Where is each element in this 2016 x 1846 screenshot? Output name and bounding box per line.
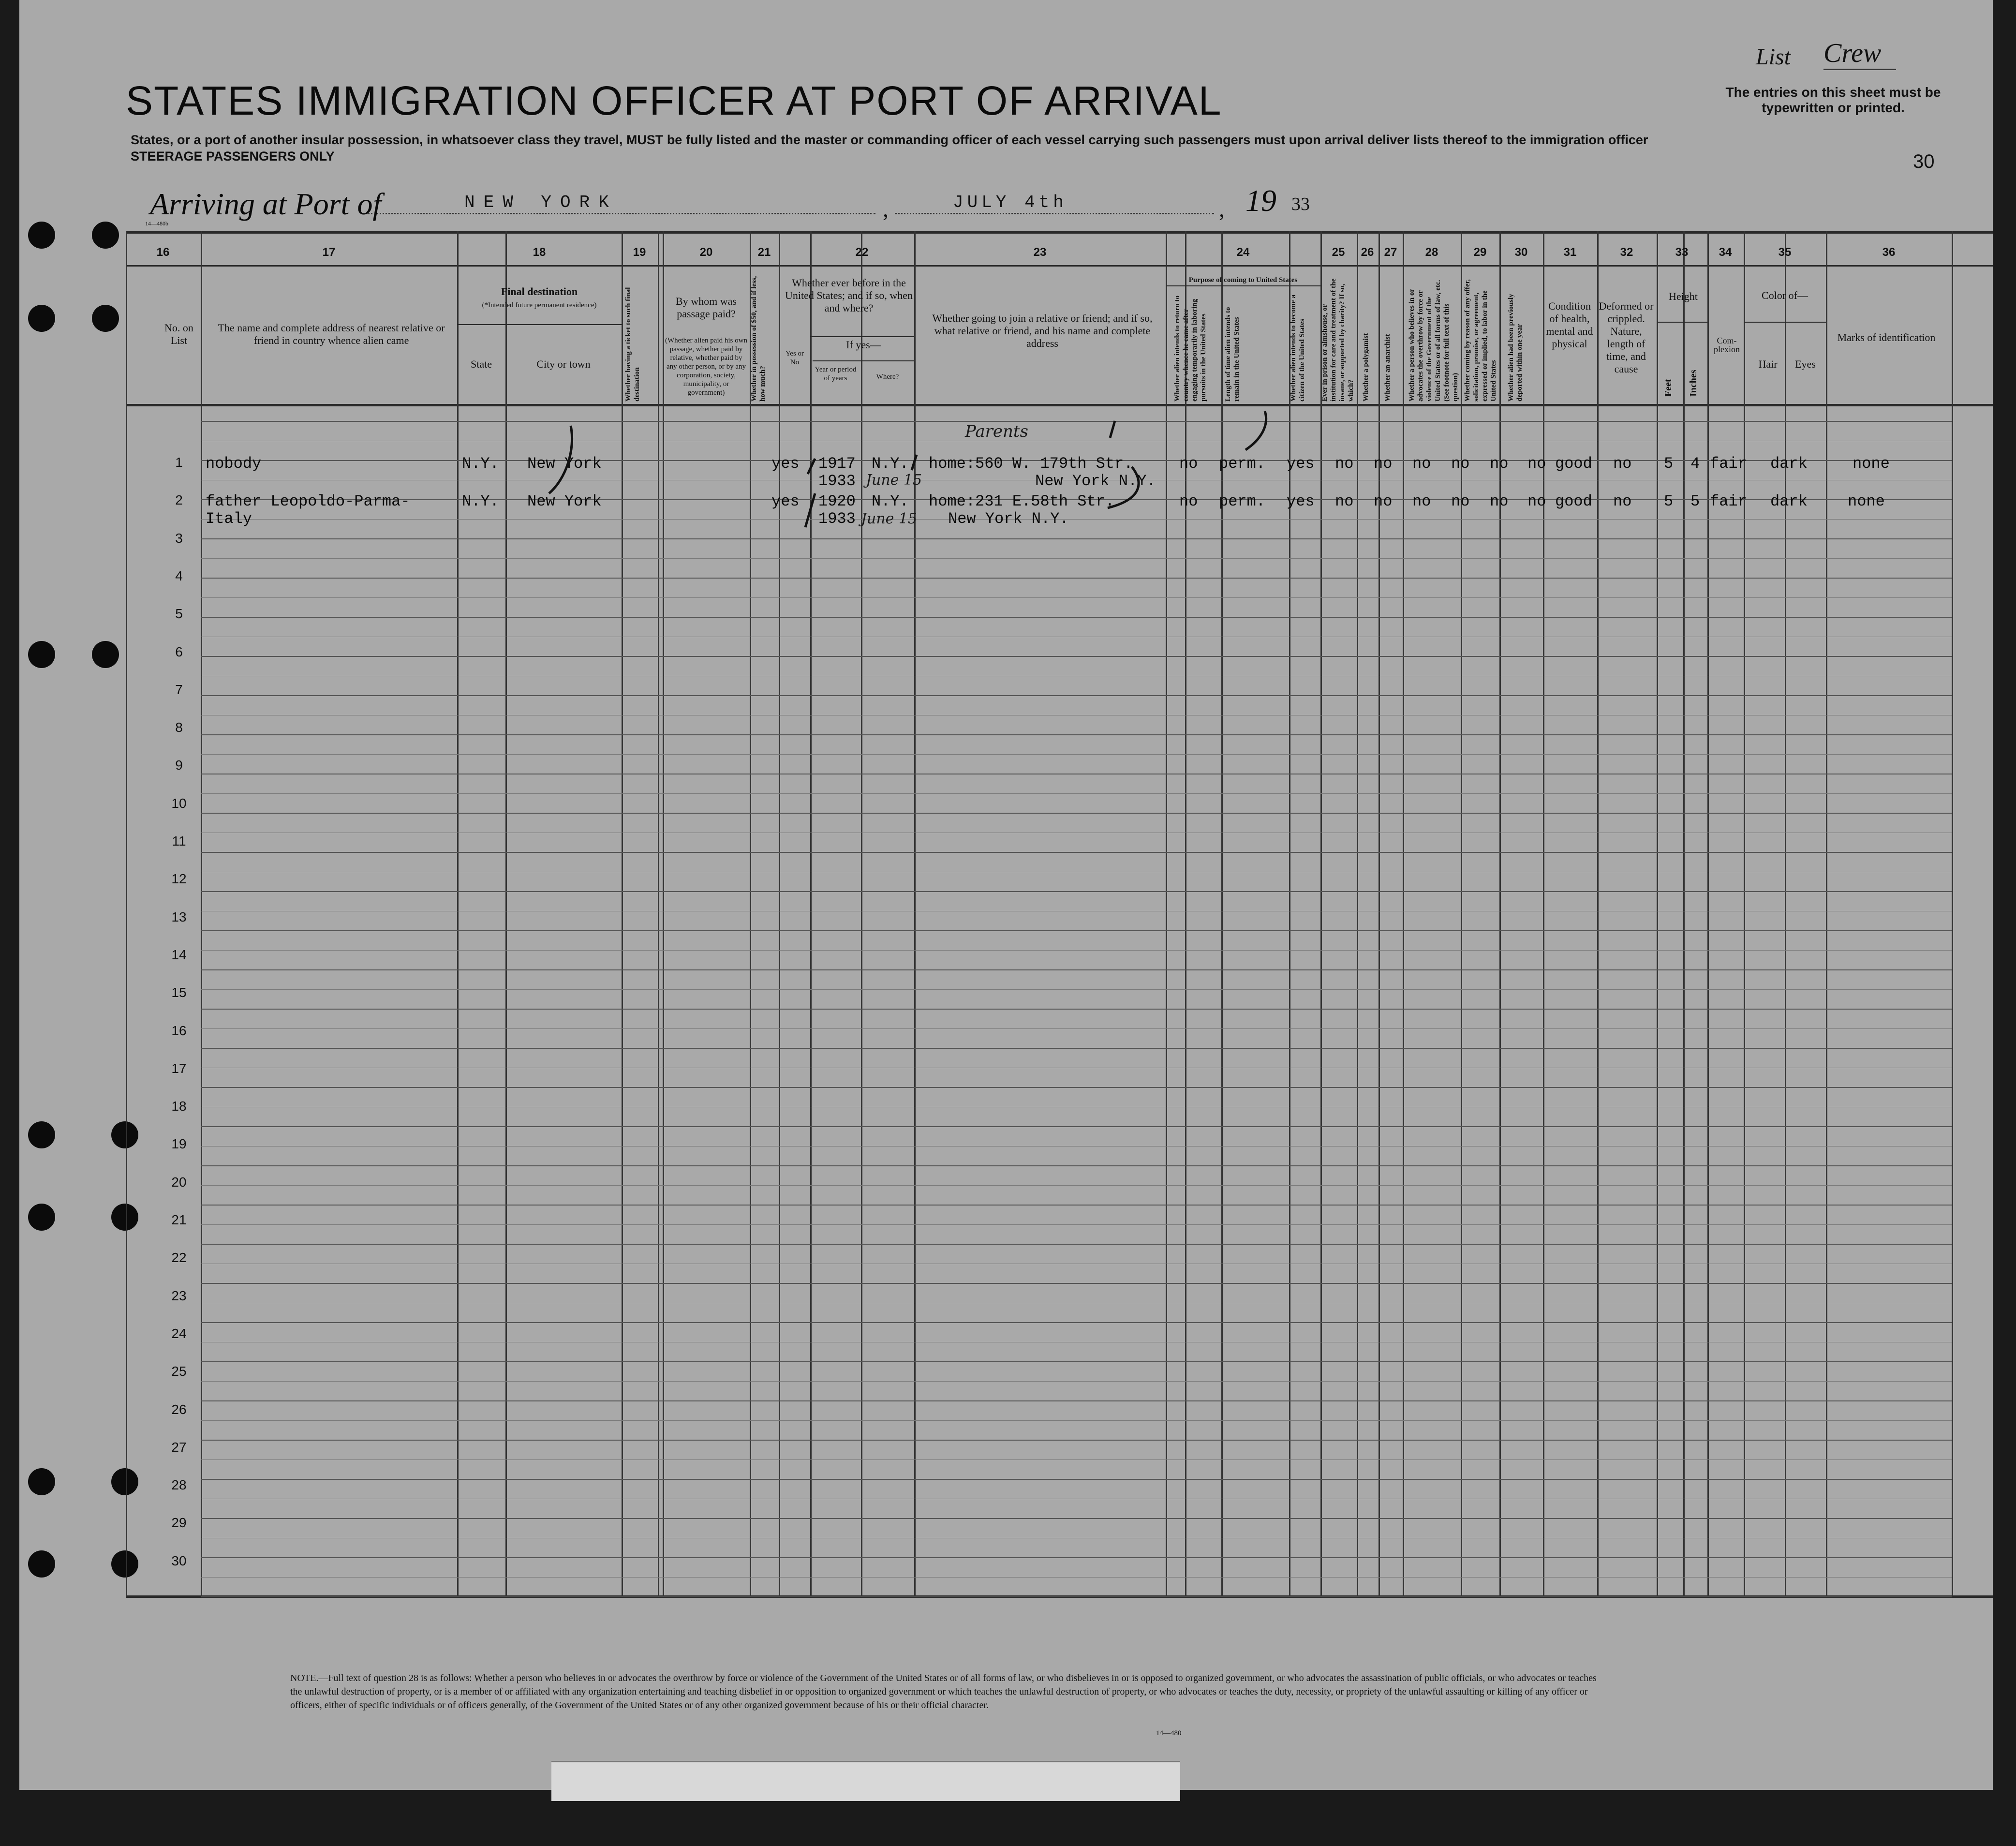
row-number: 3 [175, 530, 183, 546]
row-rule [201, 656, 1952, 657]
row-number: 16 [171, 1023, 187, 1038]
row-number: 6 [175, 644, 183, 659]
column-number: 27 [1384, 246, 1397, 259]
column-number: 18 [533, 246, 546, 259]
col33-feet-header: Feet [1663, 379, 1674, 397]
row2-ever-before: yes [771, 492, 800, 510]
col24b-header: Length of time alien intends to remain in the United States [1224, 307, 1241, 402]
row1-health-good: good [1555, 455, 1592, 473]
row2-state: N.Y. [462, 492, 499, 510]
row2-feet: 5 [1664, 492, 1674, 510]
row2-c29: no [1490, 492, 1509, 510]
row-number: 9 [175, 758, 183, 773]
row2-c28: no [1451, 492, 1470, 510]
row-number: 7 [175, 682, 183, 697]
steerage-label: STEERAGE PASSENGERS ONLY [131, 149, 335, 164]
column-number: 17 [322, 246, 336, 259]
row-number: 26 [171, 1401, 187, 1417]
row1-hair-eyes: dark [1770, 455, 1808, 473]
footnote: NOTE.—Full text of question 28 is as follows: Whether a person who believes in or advocates the overthrow by force or violence of the Government of the United States or of all forms of law, or who disbelieves in or is opposed to organized government, or who advocates the assassination of public officials, or who advocates or teaches the unlawful destruction of property, or is a member of or affiliated with any organization entertaining and teaching disbelief in or opposition to organized government or which teaches the unlawful destruction of property, or who advocates or teaches the duty, necessity, or propriety of the unlawful assaulting or killing of any officer or officers, either of specific individuals or of officers generally, of the Government of the United States or of any other organized government because of his or their official character. [290, 1673, 1597, 1711]
check-mark-icon [808, 459, 815, 474]
row-number: 27 [171, 1439, 187, 1455]
check-mark-icon [1108, 467, 1139, 508]
col34-header: Com-plexion [1714, 336, 1740, 354]
row-number: 30 [171, 1553, 187, 1568]
col18-note: (*Intended future permanent residence) [482, 301, 597, 309]
row-rule [201, 793, 1952, 794]
row-number: 15 [171, 985, 187, 1000]
row2-polygamist: no [1374, 492, 1393, 510]
column-number: 31 [1563, 246, 1577, 259]
col28-header: Whether a person who believes in or advocates the overthrow by force or violence of the Government of the United States or of all forms of law, etc. (See footnote for full text of this question) [1408, 280, 1459, 402]
comma: , [883, 196, 889, 222]
col24-group-header: Purpose of coming to United States [1188, 276, 1298, 284]
row-number: 18 [171, 1099, 187, 1114]
row2-relative: father Leopoldo-Parma- [206, 492, 410, 510]
col23-header: Whether going to join a relative or friend; and if so, what relative or friend, and his name and complete address [932, 312, 1153, 349]
row-rule [201, 1577, 1952, 1578]
binder-hole-icon [28, 641, 55, 668]
col19-header: Whether having a ticket to such final destination [624, 287, 641, 402]
row-rule [201, 989, 1952, 990]
row-rule [201, 1185, 1952, 1186]
row-number: 5 [175, 606, 183, 622]
row-rule [201, 1009, 1952, 1010]
row1-relative: nobody [206, 455, 262, 473]
row2-where: N.Y. [872, 492, 909, 510]
column-number: 32 [1620, 246, 1633, 259]
row-rule [201, 1361, 1952, 1362]
column-number: 35 [1778, 246, 1792, 259]
row1-join-line2: New York N.Y. [1035, 472, 1156, 490]
row1-handwritten-where: June 15 [866, 472, 922, 489]
col22-ifyes: If yes— [846, 339, 881, 351]
row-rule [201, 734, 1952, 735]
row1-where: N.Y. [872, 455, 909, 473]
row-rule [201, 1087, 1952, 1088]
col33-inches-header: Inches [1688, 370, 1699, 397]
row2-return: no [1179, 492, 1198, 510]
col22-header: Whether ever before in the United States; and if so, when and where? [785, 277, 913, 314]
binder-hole-icon [28, 1121, 55, 1148]
row-rule [201, 1224, 1952, 1225]
col27-header: Whether an anarchist [1384, 334, 1392, 402]
row2-anarchist: no [1412, 492, 1431, 510]
row1-inches: 4 [1690, 455, 1700, 473]
row1-handwritten-join: Parents [965, 422, 1029, 441]
row-rule [201, 1557, 1952, 1558]
binder-hole-icon [111, 1550, 138, 1578]
row2-complexion: fair [1710, 492, 1747, 510]
form-code: 14—480b [145, 220, 168, 227]
column-number: 36 [1882, 246, 1896, 259]
row1-state: N.Y. [462, 455, 499, 473]
row-rule [201, 695, 1952, 696]
arriving-label: Arriving at Port of [150, 187, 382, 221]
col25-header: Ever in prison or almshouse, or institution for care and treatment of the insane, or supported by charity? If so, which? [1321, 278, 1355, 402]
row-number: 4 [175, 568, 183, 583]
column-number: 29 [1473, 246, 1487, 259]
check-mark-icon [1110, 421, 1115, 438]
col26-header: Whether a polygamist [1362, 333, 1370, 402]
port-value: NEW YORK [464, 193, 618, 212]
row-rule [201, 1165, 1952, 1166]
column-number: 26 [1361, 246, 1374, 259]
col35-eyes-header: Eyes [1795, 358, 1816, 370]
row1-city: New York [527, 455, 602, 473]
row-rule [201, 1028, 1952, 1029]
row2-citizen: yes [1287, 492, 1315, 510]
row2-deformed: no [1613, 492, 1632, 510]
row2-c30: no [1527, 492, 1546, 510]
column-number: 34 [1719, 246, 1732, 259]
manifest-sheet [19, 0, 1993, 1790]
row-rule [201, 1126, 1952, 1127]
column-number: 28 [1425, 246, 1438, 259]
year-suffix: 33 [1291, 194, 1310, 214]
row2-health-good: good [1555, 492, 1592, 510]
col30-header: Whether alien had been previously deported within one year [1507, 294, 1524, 402]
row2-join: home:231 E.58th Str. [929, 492, 1115, 510]
row2-length: perm. [1219, 492, 1266, 510]
row1-anarchist: no [1412, 455, 1431, 473]
binder-hole-icon [111, 1468, 138, 1495]
row-number: 10 [171, 795, 187, 811]
row1-marks: none [1853, 455, 1890, 473]
row-rule [201, 1205, 1952, 1206]
col35-hair-header: Hair [1758, 358, 1778, 370]
binder-hole-icon [111, 1204, 138, 1231]
row-rule [201, 891, 1952, 892]
col20-header: By whom was passage paid? [676, 295, 737, 320]
binder-hole-icon [28, 1468, 55, 1495]
col32-header: Deformed or crippled. Nature, length of time, and cause [1599, 300, 1654, 375]
row-rule [201, 754, 1952, 755]
folded-paper-edge [551, 1761, 1180, 1801]
row2-year2: 1933 [818, 510, 856, 528]
column-number: 22 [855, 246, 869, 259]
col17-header: The name and complete address of nearest relative or friend in country whence alien came [218, 322, 445, 346]
row-rule [201, 1479, 1952, 1480]
row1-c30: no [1527, 455, 1546, 473]
check-mark-icon [912, 455, 917, 470]
row-number: 22 [171, 1250, 187, 1265]
row2-prison: no [1335, 492, 1354, 510]
row1-complexion: fair [1710, 455, 1747, 473]
row-number: 21 [171, 1212, 187, 1227]
list-value: Crew [1823, 38, 1896, 70]
row-rule [201, 1283, 1952, 1284]
subtitle-line: States, or a port of another insular possession, in whatsoever class they travel, MUST be fully listed and the master or commanding officer of each vessel carrying such passengers must upon arrival deliver lists thereof to the immigration officer [131, 133, 1648, 147]
row-rule [201, 1244, 1952, 1245]
row2-relative-line2: Italy [206, 510, 252, 528]
row2-marks: none [1848, 492, 1885, 510]
col22-where: Where? [876, 373, 899, 381]
row-rule [201, 1420, 1952, 1421]
row1-join: home:560 W. 179th Str. [929, 455, 1133, 473]
binder-hole-icon [28, 1550, 55, 1578]
row1-year2: 1933 [818, 472, 856, 490]
entries-note: The entries on this sheet must be typewritten or printed. [1725, 85, 1941, 115]
row-rule [201, 1596, 1952, 1597]
row1-ever-before: yes [771, 455, 800, 473]
column-number: 33 [1675, 246, 1689, 259]
row-rule [201, 1440, 1952, 1441]
check-mark-icon [549, 426, 572, 493]
row-number: 24 [171, 1325, 187, 1341]
list-label: List [1756, 44, 1791, 70]
row-rule [201, 617, 1952, 618]
row-number: 11 [172, 834, 186, 849]
col16-header: No. on List [164, 322, 193, 346]
row1-length: perm. [1219, 455, 1266, 473]
row-rule [201, 852, 1952, 853]
row-number: 20 [171, 1174, 187, 1190]
row2-year1: 1920 [818, 492, 856, 510]
row-number: 8 [175, 720, 183, 735]
row-number: 29 [171, 1515, 187, 1531]
row-rule [201, 930, 1952, 931]
col21-header: Whether in possession of $50, and if less, how much? [750, 276, 767, 402]
row-number: 25 [171, 1364, 187, 1379]
row1-c29: no [1490, 455, 1509, 473]
footer-code: 14—480 [1156, 1729, 1182, 1737]
row1-citizen: yes [1287, 455, 1315, 473]
col18-state-header: State [471, 358, 492, 370]
row2-join-line2: New York N.Y. [948, 510, 1069, 528]
row1-c28: no [1451, 455, 1470, 473]
column-number: 23 [1033, 246, 1047, 259]
row-number: 2 [175, 492, 183, 508]
row2-inches: 5 [1690, 492, 1700, 510]
col24c-header: Whether alien intends to become a citizen of the United States [1290, 295, 1306, 402]
col31-header: Condition of health, mental and physical [1546, 300, 1593, 350]
row-rule [201, 950, 1952, 951]
year-prefix: 19 [1245, 183, 1276, 218]
row-number: 14 [171, 947, 187, 962]
row1-prison: no [1335, 455, 1354, 473]
column-number: 19 [633, 246, 646, 259]
date-value: JULY 4th [953, 193, 1067, 212]
row-rule [201, 597, 1952, 598]
row-rule [201, 969, 1952, 970]
check-marks [19, 0, 1993, 581]
column-number: 25 [1332, 246, 1345, 259]
form-title: STATES IMMIGRATION OFFICER AT PORT OF ARRIVAL [126, 78, 1222, 123]
col18-city-header: City or town [536, 358, 591, 370]
row2-handwritten-where: June 15 [861, 510, 918, 527]
row-rule [201, 1048, 1952, 1049]
column-number: 24 [1236, 246, 1250, 259]
row-number: 17 [171, 1060, 187, 1076]
col35-header: Color of— [1762, 289, 1808, 301]
row-rule [201, 1459, 1952, 1460]
row-rule [201, 1400, 1952, 1401]
column-number: 30 [1514, 246, 1528, 259]
binder-hole-icon [28, 1204, 55, 1231]
comma: , [1219, 196, 1225, 222]
row-number: 12 [171, 871, 187, 887]
row-rule [201, 1381, 1952, 1382]
row2-city: New York [527, 492, 602, 510]
row-rule [201, 1322, 1952, 1323]
row-number: 28 [171, 1477, 187, 1493]
col18-group-header: Final destination [501, 285, 578, 298]
row1-year1: 1917 [818, 455, 856, 473]
row-number: 19 [171, 1136, 187, 1152]
page-number: 30 [1913, 151, 1935, 172]
row1-return: no [1179, 455, 1198, 473]
row1-feet: 5 [1664, 455, 1674, 473]
row-number: 1 [175, 455, 183, 470]
row-rule [201, 1518, 1952, 1519]
row2-hair-eyes: dark [1770, 492, 1808, 510]
row-number: 23 [171, 1288, 187, 1303]
row-number: 13 [171, 909, 187, 924]
column-number: 16 [156, 246, 170, 259]
col36-header: Marks of identification [1837, 331, 1936, 343]
col20-note: (Whether alien paid his own passage, whether paid by relative, whether paid by any other person, or by any corporation, society, municipality, or government) [665, 337, 747, 397]
column-number: 21 [757, 246, 771, 259]
col24a-header: Whether alien intends to return to country whence he came after engaging temporarily in laboring pursuits in the United States [1173, 295, 1207, 402]
check-mark-icon [805, 493, 815, 527]
col22-yesno: Yes or No [785, 350, 804, 366]
row-rule [201, 813, 1952, 814]
col22-year: Year or period of years [815, 366, 857, 382]
col29-header: Whether coming by reason of any offer, solicitation, promise, or agreement, expressed or implied, to labor in the United States [1464, 279, 1497, 402]
column-number: 20 [699, 246, 713, 259]
col33-header: Height [1669, 290, 1698, 302]
binder-hole-icon [92, 641, 119, 668]
row1-deformed: no [1613, 455, 1632, 473]
check-mark-icon [1245, 411, 1266, 450]
binder-hole-icon [111, 1121, 138, 1148]
row1-polygamist: no [1374, 455, 1393, 473]
